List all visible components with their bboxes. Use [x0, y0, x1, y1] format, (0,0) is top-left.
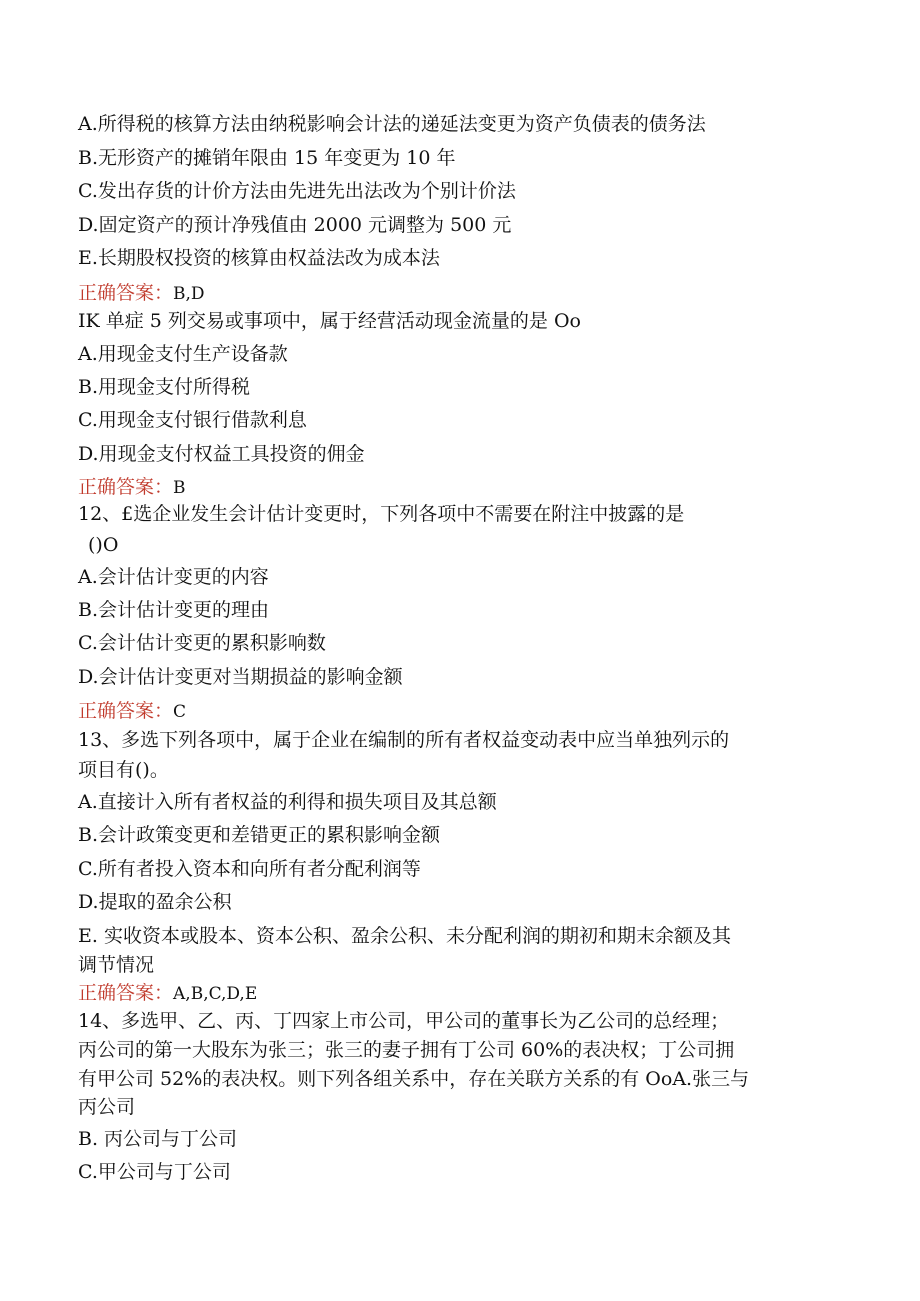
option-b: B.用现金支付所得税 [78, 376, 251, 398]
question-stem: IK 单症 5 列交易或事项中，属于经营活动现金流量的是 Oo [78, 310, 581, 332]
option-e-continued: 调节情况 [78, 954, 155, 976]
option-e: E. 实收资本或股本、资本公积、盈余公积、未分配利润的期初和期末余额及其 [78, 925, 731, 947]
question-stem: 13、多选下列各项中，属于企业在编制的所有者权益变动表中应当单独列示的 [78, 729, 730, 751]
question-stem-continued: 丙公司的第一大股东为张三；张三的妻子拥有丁公司 60%的表决权；丁公司拥 [78, 1039, 735, 1061]
option-c: C.发出存货的计价方法由先进先出法改为个别计价法 [78, 180, 516, 202]
question-stem-continued: 项目有()。 [78, 759, 169, 781]
answer-line [78, 980, 838, 1007]
option-c: C.用现金支付银行借款利息 [78, 409, 307, 431]
answer-value: B,D [173, 284, 205, 304]
answer-line [78, 280, 838, 307]
answer-value: C [173, 702, 187, 722]
option-a: A.所得税的核算方法由纳税影响会计法的递延法变更为资产负债表的债务法 [78, 113, 706, 135]
option-d: D.提取的盈余公积 [78, 891, 232, 913]
question-stem-continued: 有甲公司 52%的表决权。则下列各组关系中，存在关联方关系的有 OoA.张三与 [78, 1068, 750, 1090]
answer-line [78, 474, 838, 501]
answer-label: 正确答案： [78, 476, 174, 498]
answer-label: 正确答案： [78, 982, 174, 1004]
option-a: A.直接计入所有者权益的利得和损失项目及其总额 [78, 791, 497, 813]
option-a: A.会计估计变更的内容 [78, 566, 269, 588]
answer-label: 正确答案： [78, 282, 174, 304]
option-c: C.所有者投入资本和向所有者分配利润等 [78, 858, 421, 880]
question-stem-continued: ()O [88, 534, 119, 556]
answer-line [78, 698, 838, 725]
answer-value: B [173, 478, 186, 498]
option-c: C.甲公司与丁公司 [78, 1161, 231, 1183]
option-c: C.会计估计变更的累积影响数 [78, 632, 326, 654]
question-stem-continued: 丙公司 [78, 1096, 136, 1118]
option-b: B. 丙公司与丁公司 [78, 1128, 238, 1150]
question-stem: 12、£选企业发生会计估计变更时，下列各项中不需要在附注中披露的是 [78, 503, 685, 525]
option-b: B.无形资产的摊销年限由 15 年变更为 10 年 [78, 147, 456, 169]
option-d: D.固定资产的预计净残值由 2000 元调整为 500 元 [78, 214, 512, 236]
answer-label: 正确答案： [78, 700, 174, 722]
option-e: E.长期股权投资的核算由权益法改为成本法 [78, 247, 440, 269]
question-stem: 14、多选甲、乙、丙、丁四家上市公司，甲公司的董事长为乙公司的总经理； [78, 1010, 730, 1032]
answer-value: A,B,C,D,E [173, 984, 258, 1004]
option-b: B.会计估计变更的理由 [78, 599, 270, 621]
option-d: D.会计估计变更对当期损益的影响金额 [78, 666, 403, 688]
option-a: A.用现金支付生产设备款 [78, 343, 288, 365]
option-b: B.会计政策变更和差错更正的累积影响金额 [78, 824, 441, 846]
option-d: D.用现金支付权益工具投资的佣金 [78, 443, 365, 465]
